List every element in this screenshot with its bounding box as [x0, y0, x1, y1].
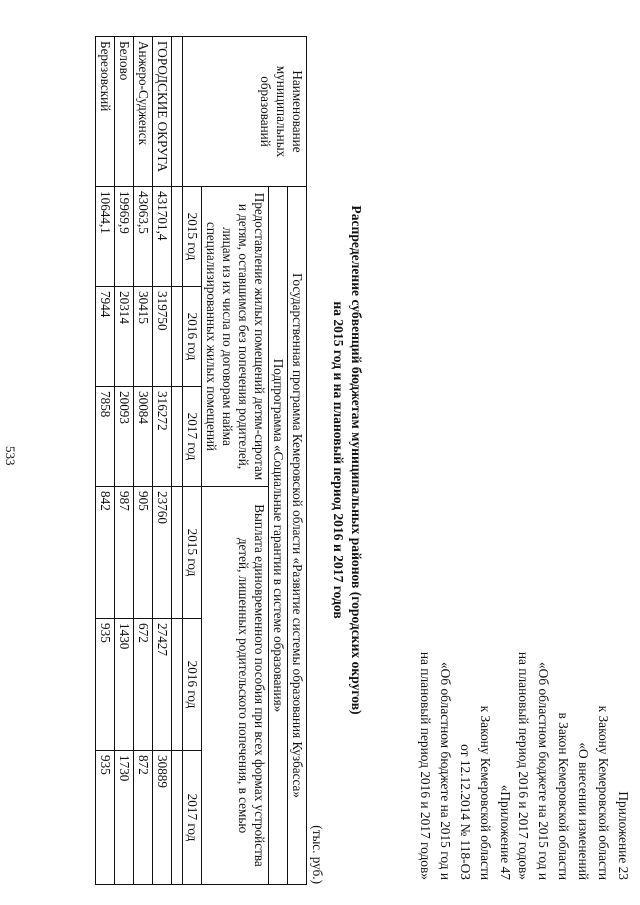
rotated-page-content [37, 30, 637, 890]
year-header: 2015 год [183, 487, 202, 619]
measure-allowance-header: Выплата единовременного пособия при всех формах устройства детей, лишенных родительского попечения, в семью [202, 487, 269, 885]
value-cell: 43063,5 [134, 187, 153, 287]
header-spacer-row [172, 37, 183, 885]
appendix-original-header [415, 580, 515, 880]
spacer-cell [172, 387, 183, 487]
table-row [134, 37, 153, 885]
appendix-line: к Закону Кемеровской области [478, 705, 493, 880]
spacer-cell [172, 751, 183, 885]
spacer-cell [172, 619, 183, 751]
program-header: Государственная программа Кемеровской области «Развитие системы образования Кузбасса» [288, 187, 307, 885]
appendix-line: «Приложение 47 [498, 784, 513, 880]
value-cell: 316272 [153, 387, 172, 487]
year-header: 2017 год [183, 387, 202, 487]
year-header: 2015 год [183, 187, 202, 287]
table-row-total [153, 37, 172, 885]
appendix-line: Приложение 23 [616, 791, 631, 880]
title-line-2: на 2015 год и на плановый период 2016 и 2017 годов [331, 301, 346, 619]
value-cell: 7944 [96, 287, 115, 387]
document-title [329, 30, 365, 890]
municipality-name: Анжеро-Судженск [134, 37, 153, 187]
value-cell: 23760 [153, 487, 172, 619]
value-cell: 872 [134, 751, 153, 885]
value-cell: 905 [134, 487, 153, 619]
value-cell: 20314 [115, 287, 134, 387]
value-cell: 431701,4 [153, 187, 172, 287]
appendix-line: «О внесении изменений [576, 742, 591, 880]
page-number: 533 [3, 446, 18, 466]
year-header: 2016 год [183, 619, 202, 751]
table-row [96, 37, 115, 885]
units-label: (тыс. руб.) [310, 825, 325, 884]
table-row [115, 37, 134, 885]
value-cell: 842 [96, 487, 115, 619]
value-cell: 987 [115, 487, 134, 619]
value-cell: 1730 [115, 751, 134, 885]
municipality-name: Белово [115, 37, 134, 187]
appendix-line: «Об областном бюджете на 2015 год и [438, 661, 453, 880]
spacer-cell [172, 287, 183, 387]
value-cell: 935 [96, 619, 115, 751]
appendix-line: на плановый период 2016 и 2017 годов» [516, 651, 531, 880]
measure-housing-header: Предоставление жилых помещений детям-сиротам и детям, оставшимся без попечения родителей, лицам из их числа по договорам найма специализированных жилых помещений [202, 187, 269, 487]
municipality-name: ГОРОДСКИЕ ОКРУГА [153, 37, 172, 187]
value-cell: 19969,9 [115, 187, 134, 287]
spacer-cell [172, 37, 183, 187]
value-cell: 27427 [153, 619, 172, 751]
appendix-line: на плановый период 2016 и 2017 годов» [418, 651, 433, 880]
value-cell: 319750 [153, 287, 172, 387]
value-cell: 30084 [134, 387, 153, 487]
appendix-current-header [513, 580, 633, 880]
value-cell: 7858 [96, 387, 115, 487]
municipality-header: Наименование муниципальных образований [183, 37, 307, 187]
year-header: 2017 год [183, 751, 202, 885]
appendix-line: в Закон Кемеровской области [556, 712, 571, 880]
value-cell: 10644,1 [96, 187, 115, 287]
title-line-1: Распределение субвенций бюджетам муниципальных районов (городских округов) [349, 205, 364, 715]
appendix-line: к Закону Кемеровской области [596, 705, 611, 880]
appendix-line: от 12.12.2014 № 118-ОЗ [458, 744, 473, 880]
value-cell: 935 [96, 751, 115, 885]
value-cell: 1430 [115, 619, 134, 751]
subprogram-header: Подпрограмма «Социальные гарантии в системе образования» [269, 187, 288, 885]
value-cell: 30889 [153, 751, 172, 885]
value-cell: 672 [134, 619, 153, 751]
subvention-table [95, 36, 307, 885]
spacer-cell [172, 187, 183, 287]
value-cell: 20093 [115, 387, 134, 487]
value-cell: 30415 [134, 287, 153, 387]
spacer-cell [172, 487, 183, 619]
subvention-table-wrapper [95, 36, 307, 884]
year-header: 2016 год [183, 287, 202, 387]
municipality-name: Березовский [96, 37, 115, 187]
appendix-line: «Об областном бюджете на 2015 год и [536, 661, 551, 880]
